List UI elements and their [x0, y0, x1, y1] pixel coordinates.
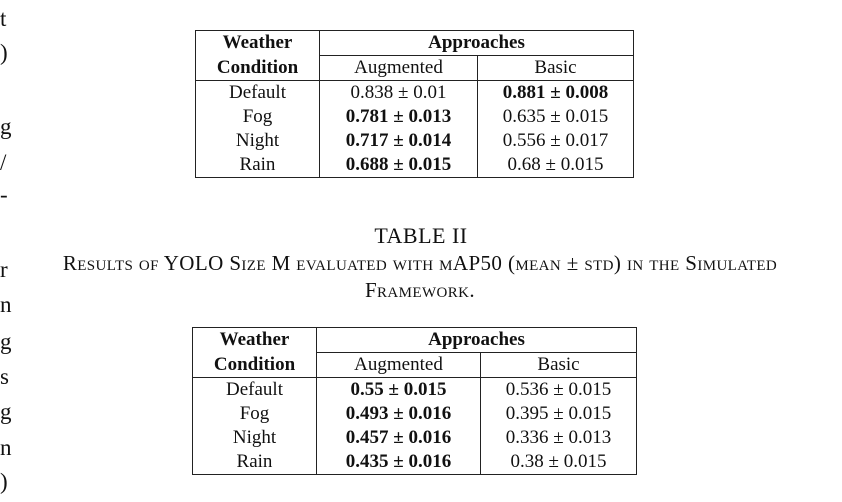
basic-cell: 0.336 ± 0.013 [481, 426, 637, 450]
table-row [196, 129, 634, 153]
edge-fragment: g [0, 399, 12, 424]
table-row [196, 105, 634, 129]
header-approaches: Approaches [320, 31, 634, 56]
augmented-cell: 0.781 ± 0.013 [320, 105, 478, 129]
table-row [196, 153, 634, 178]
basic-cell: 0.635 ± 0.015 [478, 105, 634, 129]
table-row [193, 450, 637, 475]
edge-fragment: n [0, 292, 12, 317]
edge-fragment: t [0, 6, 7, 31]
header-condition: Condition [196, 56, 320, 81]
edge-fragment: n [0, 435, 12, 460]
augmented-cell: 0.55 ± 0.015 [317, 378, 481, 403]
table-row [196, 81, 634, 106]
header-augmented: Augmented [320, 56, 478, 81]
augmented-cell: 0.688 ± 0.015 [320, 153, 478, 178]
table-row [193, 426, 637, 450]
edge-fragment: - [0, 182, 8, 207]
edge-fragment: s [0, 364, 9, 389]
basic-cell: 0.556 ± 0.017 [478, 129, 634, 153]
table-row [193, 378, 637, 403]
condition-cell: Fog [196, 105, 320, 129]
header-augmented: Augmented [317, 353, 481, 378]
header-approaches: Approaches [317, 328, 637, 353]
basic-cell: 0.68 ± 0.015 [478, 153, 634, 178]
basic-cell: 0.536 ± 0.015 [481, 378, 637, 403]
header-basic: Basic [481, 353, 637, 378]
augmented-cell: 0.457 ± 0.016 [317, 426, 481, 450]
basic-cell: 0.881 ± 0.008 [478, 81, 634, 106]
edge-fragment: ) [0, 469, 8, 494]
augmented-cell: 0.493 ± 0.016 [317, 402, 481, 426]
header-basic: Basic [478, 56, 634, 81]
basic-cell: 0.38 ± 0.015 [481, 450, 637, 475]
augmented-cell: 0.717 ± 0.014 [320, 129, 478, 153]
condition-cell: Night [193, 426, 317, 450]
edge-fragment: / [0, 150, 7, 175]
left-column-text-fragments [0, 0, 14, 502]
condition-cell: Default [193, 378, 317, 403]
basic-cell: 0.395 ± 0.015 [481, 402, 637, 426]
results-table-1 [195, 30, 634, 178]
edge-fragment: ) [0, 40, 8, 65]
augmented-cell: 0.435 ± 0.016 [317, 450, 481, 475]
header-weather: Weather [193, 328, 317, 353]
header-weather: Weather [196, 31, 320, 56]
table-caption-label: TABLE II [374, 223, 468, 248]
edge-fragment: g [0, 329, 12, 354]
augmented-cell: 0.838 ± 0.01 [320, 81, 478, 106]
condition-cell: Night [196, 129, 320, 153]
edge-fragment: r [0, 257, 8, 282]
table-row [193, 402, 637, 426]
edge-fragment: g [0, 114, 12, 139]
header-condition: Condition [193, 353, 317, 378]
table-caption-text: Results of YOLO Size M evaluated with mAP50 (mean ± std) in the Simulated Framework. [62, 251, 778, 302]
results-table-2 [192, 327, 637, 475]
condition-cell: Rain [193, 450, 317, 475]
condition-cell: Rain [196, 153, 320, 178]
condition-cell: Default [196, 81, 320, 106]
condition-cell: Fog [193, 402, 317, 426]
